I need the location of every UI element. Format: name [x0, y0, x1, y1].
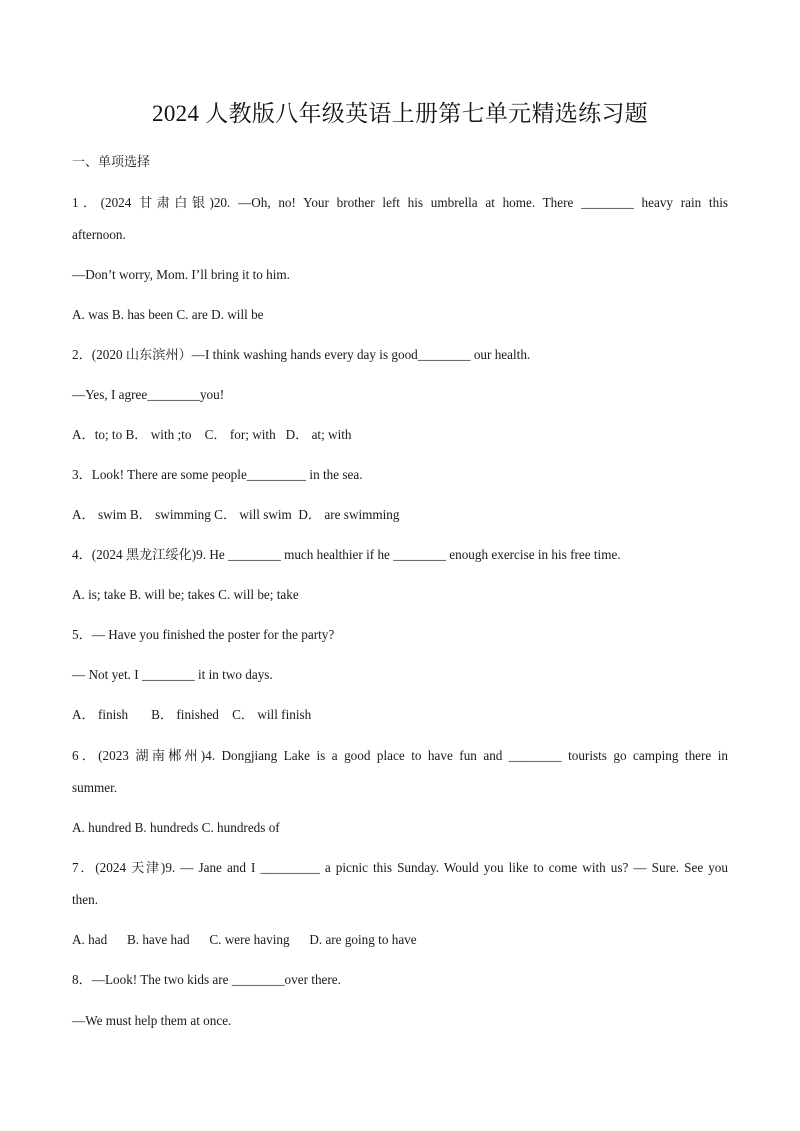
question-1-stem-continued: afternoon.	[72, 227, 126, 242]
question-7-stem: 7．(2024 天津)9. — Jane and I _________ a picnic this Sunday. Would you like to come with us? — Sure. See you	[72, 860, 728, 875]
question-2-options: A．to; to B． with ;to C． for; with D． at; with	[72, 427, 352, 442]
question-7-stem-continued: then.	[72, 892, 99, 907]
question-6-stem-continued: summer.	[72, 780, 118, 795]
question-5-options: A． finish B． finished C． will finish	[72, 707, 312, 722]
question-4-options: A. is; take B. will be; takes C. will be; take	[72, 587, 299, 602]
question-7-options: A. had B. have had C. were having D. are going to have	[72, 932, 417, 947]
question-8-stem: 8．—Look! The two kids are ________over there.	[72, 972, 341, 987]
question-3-stem: 3．Look! There are some people_________ in the sea.	[72, 467, 363, 482]
document-title: 2024 人教版八年级英语上册第七单元精选练习题	[152, 101, 648, 126]
question-5-stem: 5．— Have you finished the poster for the party?	[72, 627, 335, 642]
question-1-stem: 1．(2024 甘肃白银)20. —Oh, no! Your brother left his umbrella at home. There ________ heavy rain this	[72, 195, 728, 210]
question-1-options: A. was B. has been C. are D. will be	[72, 307, 264, 322]
question-2-stem: 2．(2020 山东滨州）—I think washing hands every day is good________ our health.	[72, 347, 531, 362]
section-heading: 一、单项选择	[72, 154, 151, 169]
question-6-options: A. hundred B. hundreds C. hundreds of	[72, 820, 280, 835]
question-5-reply: — Not yet. I ________ it in two days.	[72, 667, 273, 682]
question-6-stem: 6．(2023 湖南郴州)4. Dongjiang Lake is a good place to have fun and ________ tourists go camping there in	[72, 748, 728, 763]
question-4-stem: 4．(2024 黑龙江绥化)9. He ________ much healthier if he ________ enough exercise in his free time.	[72, 547, 621, 562]
question-8-reply: —We must help them at once.	[72, 1013, 232, 1028]
question-2-reply: —Yes, I agree________you!	[72, 387, 225, 402]
question-3-options: A． swim B． swimming C． will swim D． are swimming	[72, 507, 400, 522]
question-1-reply: —Don’t worry, Mom. I’ll bring it to him.	[72, 267, 290, 282]
